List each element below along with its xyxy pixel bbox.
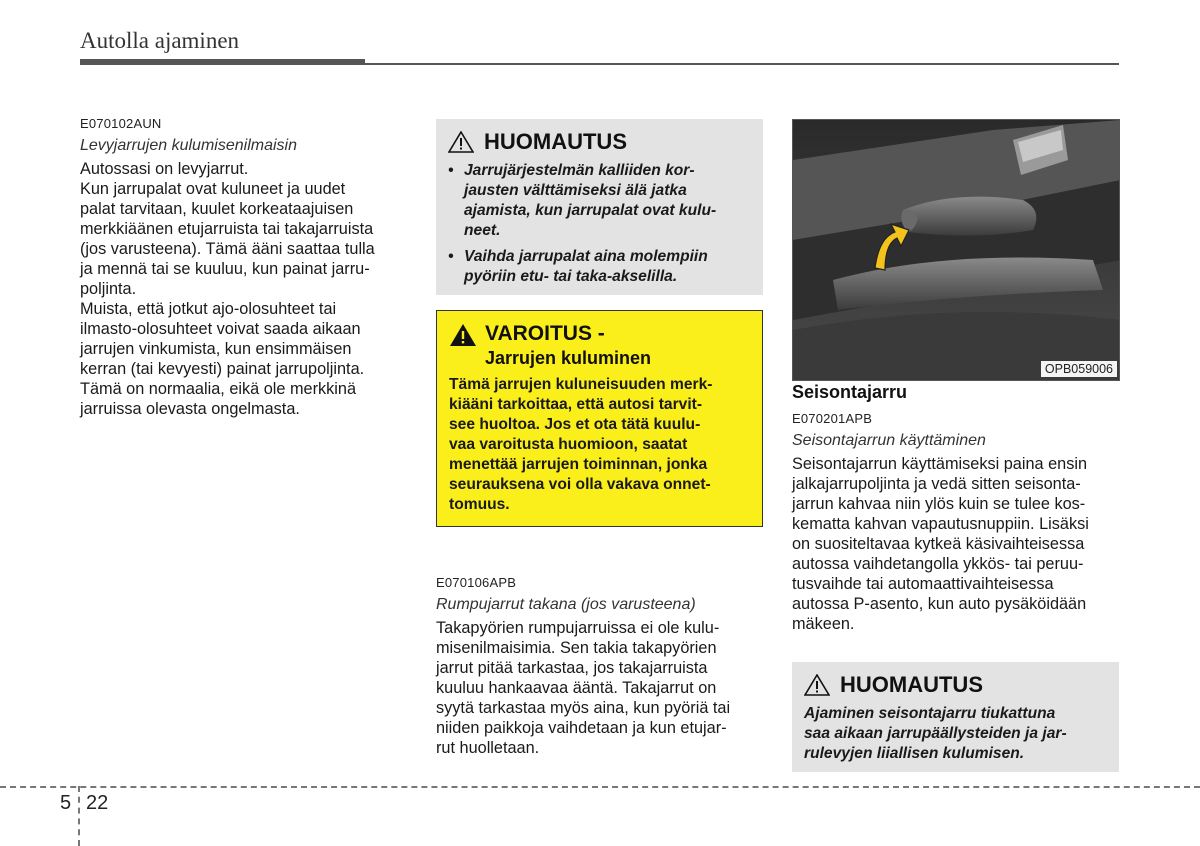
section-subheading: Seisontajarrun käyttäminen <box>792 432 986 449</box>
text-line: palat tarvitaan, kuulet korkeataajuisen <box>80 200 354 218</box>
text-line: niiden paikkoja vaihdetaan ja kun etujar- <box>436 719 727 737</box>
text-line: ja mennä tai se kuuluu, kun painat jarru- <box>80 260 370 278</box>
caution-list <box>448 161 753 287</box>
page-header-title: Autolla ajaminen <box>80 28 240 53</box>
footer-rule <box>0 786 1200 788</box>
list-item <box>448 247 753 287</box>
caution-title-text: HUOMAUTUS <box>484 129 627 154</box>
chapter-number: 5 <box>60 792 72 814</box>
text-line: Tämä jarrujen kuluneisuuden merk- <box>449 376 713 393</box>
text-line: tomuus. <box>449 496 510 513</box>
text-line: Kun jarrupalat ovat kuluneet ja uudet <box>80 180 346 198</box>
warning-box <box>436 310 763 527</box>
text-line: kematta kahvan vapautusnuppiin. Lisäksi <box>792 515 1089 533</box>
text-line: Seisontajarrun käyttämiseksi paina ensin <box>792 455 1088 473</box>
text-line: jarrujen vinkumista, kun ensimmäisen <box>80 340 352 358</box>
text-line: tusvaihde tai automaattivaihteisessa <box>792 575 1054 593</box>
text-line: seurauksena voi olla vakava onnet- <box>449 476 711 493</box>
bullet: • <box>448 248 454 265</box>
warning-title-line2: Jarrujen kuluminen <box>485 348 652 368</box>
text-line: menettää jarrujen toiminnan, jonka <box>449 456 708 473</box>
text-line: Takapyörien rumpujarruissa ei ole kulu- <box>436 619 720 637</box>
body-text <box>80 159 410 419</box>
text-line: jarrut pitää tarkastaa, jos takajarruista <box>436 659 708 677</box>
list-item <box>448 161 753 241</box>
text-line: (jos varusteena). Tämä ääni saattaa tulla <box>80 240 375 258</box>
warning-triangle-icon <box>448 131 474 153</box>
text-line: saa aikaan jarrupäällysteiden ja jar- <box>804 725 1067 742</box>
page-number: 22 <box>86 792 109 814</box>
warning-triangle-icon <box>804 674 830 696</box>
text-line: syytä tarkastaa myös aina, kun pyöriä tai <box>436 699 731 717</box>
section-title: Seisontajarru <box>792 382 908 402</box>
text-line: autossa vaihdetangolla ykkös- tai peruu- <box>792 555 1084 573</box>
text-line: rut huolletaan. <box>436 739 540 757</box>
text-line: Autossasi on levyjarrut. <box>80 160 249 178</box>
text-line: jarrun kahvaa niin ylös kuin se tulee kos- <box>792 495 1086 513</box>
bullet: • <box>448 162 454 179</box>
caution-text <box>804 704 1109 764</box>
text-line: rulevyjen liiallisen kulumisen. <box>804 745 1025 762</box>
left-column <box>80 116 410 419</box>
text-line: on suositeltavaa kytkeä käsivaihteisessa <box>792 535 1085 553</box>
warning-title-line1: VAROITUS - <box>485 322 605 345</box>
body-text <box>436 618 766 758</box>
text-line: vaa varoitusta huomioon, saatat <box>449 436 688 453</box>
caution-title <box>804 672 1109 698</box>
text-line: autossa P-asento, kun auto pysäköidään <box>792 595 1087 613</box>
text-line: Jarrujärjestelmän kalliiden kor- <box>464 162 695 179</box>
text-line: jalkajarrupoljinta ja vedä sitten seisonta- <box>792 475 1081 493</box>
section-subheading: Rumpujarrut takana (jos varusteena) <box>436 596 696 613</box>
text-line: see huoltoa. Jos et ota tätä kuulu- <box>449 416 701 433</box>
text-line: ilmasto-olosuhteet voivat saada aikaan <box>80 320 361 338</box>
caution-box <box>792 662 1119 772</box>
caution-title-text: HUOMAUTUS <box>840 672 983 697</box>
caution-box <box>436 119 763 295</box>
middle-section <box>436 575 766 758</box>
text-line: Tämä on normaalia, eikä ole merkkinä <box>80 380 357 398</box>
text-line: misenilmaisimia. Sen takia takapyörien <box>436 639 717 657</box>
text-line: merkkiäänen etujarruista tai takajarruista <box>80 220 374 238</box>
text-line: ajamista, kun jarrupalat ovat kulu- <box>464 202 717 219</box>
text-line: jausten välttämiseksi älä jatka <box>464 182 687 199</box>
text-line: kuuluu hankaavaa ääntä. Takajarrut on <box>436 679 717 697</box>
text-line: Muista, että jotkut ajo-olosuhteet tai <box>80 300 337 318</box>
text-line: Ajaminen seisontajarru tiukattuna <box>804 705 1056 722</box>
text-line: jarruissa olevasta ongelmasta. <box>80 400 300 418</box>
section-code: E070102AUN <box>80 116 162 131</box>
warning-triangle-icon <box>449 323 477 347</box>
text-line: poljinta. <box>80 280 137 298</box>
footer-divider <box>78 786 80 846</box>
right-column <box>792 382 1122 634</box>
caution-title <box>448 129 753 155</box>
parking-brake-illustration <box>793 120 1120 381</box>
header-rule-thin <box>365 63 1119 65</box>
text-line: kiääni tarkoittaa, että autosi tarvit- <box>449 396 703 413</box>
parking-brake-photo <box>792 119 1120 381</box>
text-line: kerran (tai kevyesti) painat jarrupoljinta. <box>80 360 365 378</box>
text-line: Vaihda jarrupalat aina molempiin <box>464 248 708 265</box>
text-line: neet. <box>464 222 501 239</box>
section-code: E070106APB <box>436 575 517 590</box>
warning-title <box>449 321 752 369</box>
section-subheading: Levyjarrujen kulumisenilmaisin <box>80 137 297 154</box>
text-line: mäkeen. <box>792 615 855 633</box>
text-line: pyöriin etu- tai taka-akselilla. <box>464 268 678 285</box>
section-code: E070201APB <box>792 411 873 426</box>
body-text <box>792 454 1122 634</box>
photo-code-label: OPB059006 <box>1041 361 1117 377</box>
header-rule-thick <box>80 59 365 65</box>
warning-text <box>449 375 752 515</box>
